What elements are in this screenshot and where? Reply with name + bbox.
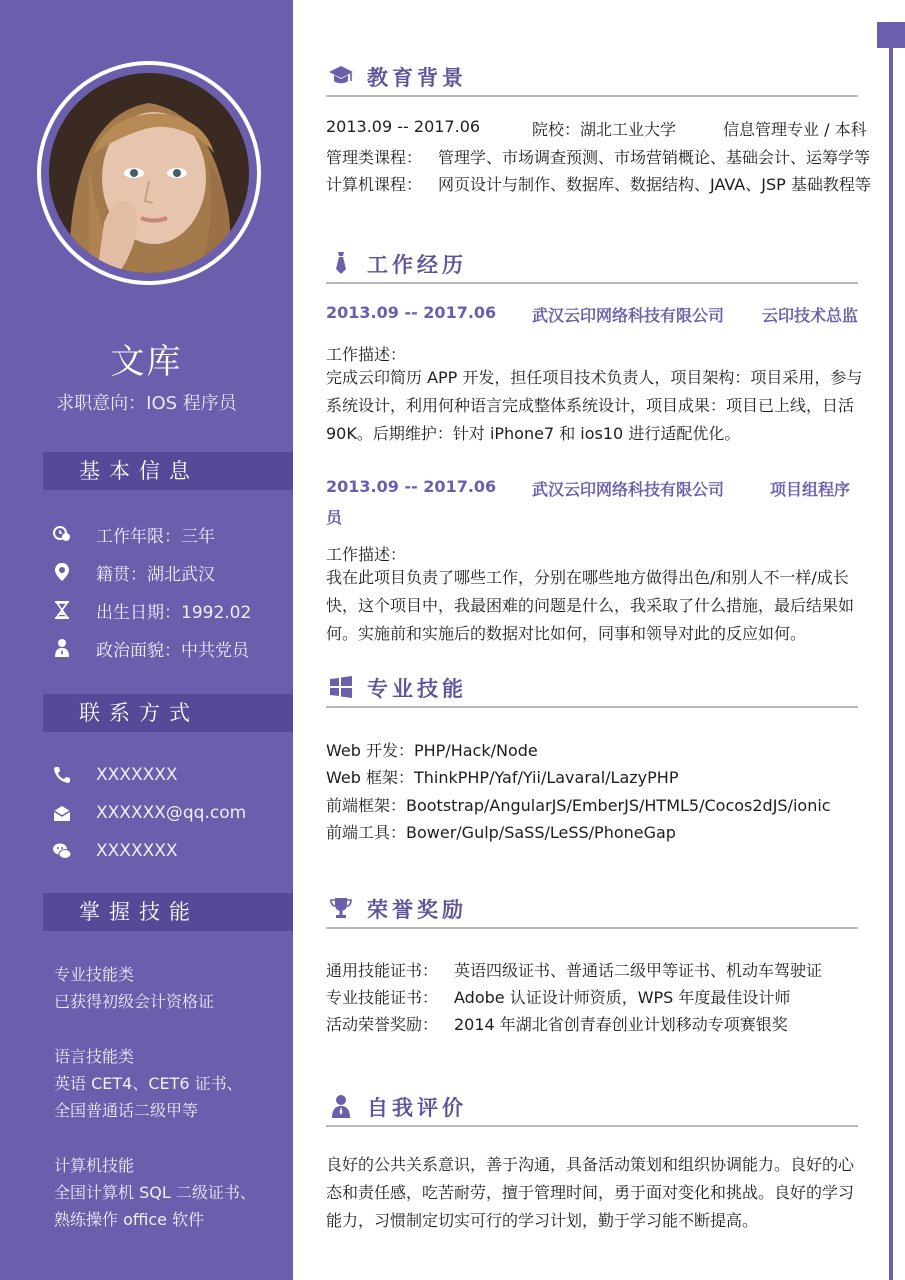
graduation-cap-icon [328,63,354,89]
self-eval-section-header [326,1087,858,1127]
job-position: 云印技术总监 [762,306,859,325]
skill-line: 熟练操作 office 软件 [54,1210,205,1229]
corner-tab [877,22,905,48]
wechat-icon [50,839,74,863]
contact-wechat-text: XXXXXXX [96,841,178,861]
self-eval-text: 良好的公共关系意识，善于沟通，具备活动策划和组织协调能力。良好的心态和责任感，吃苦耐劳，擅于管理时间，勇于面对变化和挑战。良好的学习能力，习惯制定切实可行的学习计划，勤于学习能不断提高。 [326,1155,855,1230]
basic-info-heading: 基本信息 [43,452,293,490]
education-section-header [326,57,858,97]
job-objective: 求职意向：IOS 程序员 [56,393,237,414]
course-label: 管理类课程： [326,148,423,167]
education-title: 教育背景 [367,66,467,90]
honor-value: 英语四级证书、普通话二级甲等证书、机动车驾驶证 [454,961,823,980]
tech-title: 专业技能 [367,677,467,701]
info-hometown [50,559,215,585]
contact-phone [50,762,178,788]
course-value: 网页设计与制作、数据库、数据结构、JAVA、JSP 基础教程等 [438,175,871,194]
info-work-years-text: 工作年限：三年 [96,526,215,547]
honor-label: 活动荣誉奖励： [326,1015,439,1034]
tech-section-header [326,668,858,708]
honors-title: 荣誉奖励 [367,898,467,922]
portrait-photo [49,73,249,273]
info-work-years [50,521,215,547]
education-major: 信息管理专业 / 本科 [723,120,867,139]
info-politics-text: 政治面貌：中共党员 [96,640,249,661]
education-school: 院校：湖北工业大学 [532,120,677,139]
skill-line: 全国计算机 SQL 二级证书、 [54,1183,256,1202]
education-period: 2013.09 -- 2017.06 [326,117,481,136]
location-pin-icon [50,560,74,584]
job-period: 2013.09 -- 2017.06 [326,477,497,496]
skill-line: 计算机技能 [54,1156,135,1175]
job-company: 武汉云印网络科技有限公司 [532,480,725,499]
user-icon [328,1093,354,1119]
honor-value: 2014 年湖北省创青春创业计划移动专项赛银奖 [454,1015,788,1034]
contact-email [50,800,246,826]
person-icon [50,636,74,660]
avatar [49,73,249,273]
skill-line: 已获得初级会计资格证 [54,992,215,1011]
honor-label: 专业技能证书： [326,988,439,1007]
job-description: 完成云印简历 APP 开发，担任项目技术负责人，项目架构：项目采用，参与系统设计，利用何种语言完成整体系统设计，项目成果：项目已上线，日活 90K。后期维护：针对 iPhone7 和 ios10 进行适配优化。 [326,368,863,443]
info-hometown-text: 籍贯：湖北武汉 [96,564,215,585]
avatar-ring [37,61,261,285]
contact-email-text: XXXXXX@qq.com [96,803,247,823]
job-desc-label: 工作描述： [326,545,407,564]
course-value: 管理学、市场调查预测、市场营销概论、基础会计、运筹学等 [438,148,871,167]
work-section-header [326,244,858,284]
work-years-icon [50,522,74,546]
job-position: 项目组程序 [770,480,851,499]
job-desc-label: 工作描述： [326,345,407,364]
contact-wechat [50,838,178,864]
skill-group-professional [54,961,284,1015]
honors-section-header [326,889,858,929]
tech-line: 前端工具：Bower/Gulp/SaSS/LeSS/PhoneGap [326,823,676,842]
job-company: 武汉云印网络科技有限公司 [532,306,725,325]
contact-heading: 联系方式 [43,694,293,732]
skill-line: 英语 CET4、CET6 证书、 [54,1074,243,1093]
windows-logo-icon [328,674,354,700]
info-politics [50,635,249,661]
skill-line: 专业技能类 [54,965,135,984]
job-position-wrap: 员 [326,508,343,527]
phone-icon [50,763,74,787]
skill-line: 语言技能类 [54,1047,135,1066]
tech-line: 前端框架：Bootstrap/AngularJS/EmberJS/HTML5/Cocos2dJS/ionic [326,796,831,815]
skill-group-computer [54,1152,284,1233]
skill-group-language [54,1043,284,1124]
work-title: 工作经历 [367,253,467,277]
self-eval-title: 自我评价 [367,1096,467,1120]
honor-label: 通用技能证书： [326,961,439,980]
honor-value: Adobe 认证设计师资质，WPS 年度最佳设计师 [454,988,791,1007]
tech-line: Web 开发：PHP/Hack/Node [326,741,538,760]
necktie-icon [328,250,354,276]
info-birthdate-text: 出生日期：1992.02 [96,602,252,623]
course-label: 计算机课程： [326,175,423,194]
hourglass-icon [50,598,74,622]
job-description: 我在此项目负责了哪些工作，分别在哪些地方做得出色/和别人不一样/成长快，这个项目中，我最困难的问题是什么，我采取了什么措施，最后结果如何。实施前和实施后的数据对比如何，同事和领导对此的反应如何。 [326,568,855,643]
skills-heading: 掌握技能 [43,893,293,931]
skill-line: 全国普通话二级甲等 [54,1101,199,1120]
info-birthdate [50,597,251,623]
candidate-name: 文库 [110,342,183,382]
trophy-icon [328,895,354,921]
sidebar [0,0,293,1280]
job-period: 2013.09 -- 2017.06 [326,303,497,322]
contact-phone-text: XXXXXXX [96,765,178,785]
tech-line: Web 框架：ThinkPHP/Yaf/Yii/Lavaral/LazyPHP [326,768,679,787]
email-icon [50,801,74,825]
right-edge-rule [889,48,893,1280]
